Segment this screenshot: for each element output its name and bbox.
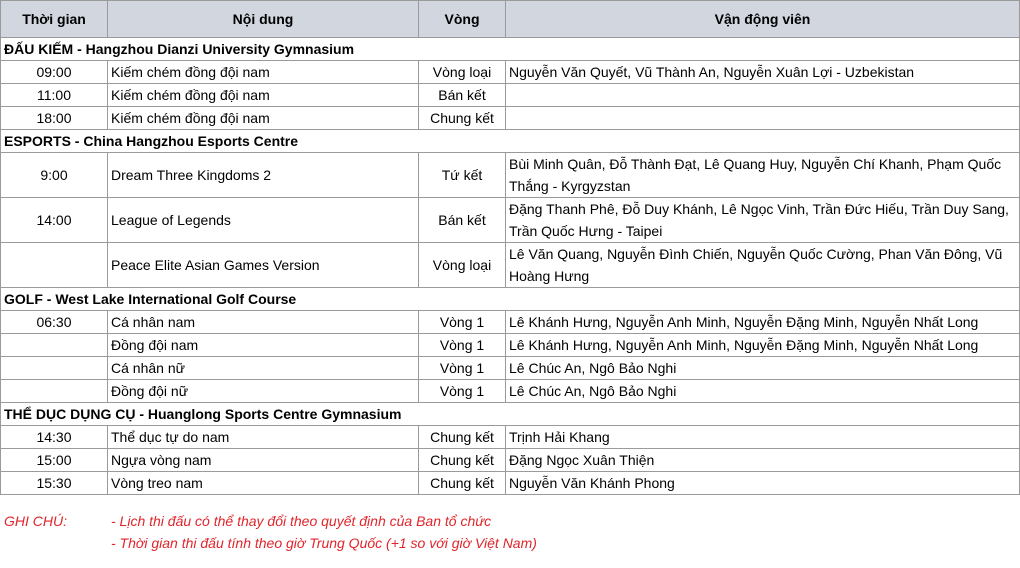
- header-round: Vòng: [419, 1, 506, 38]
- cell-time: 14:00: [1, 198, 108, 243]
- header-content: Nội dung: [108, 1, 419, 38]
- cell-time: [1, 357, 108, 380]
- sport-section-row: [1, 130, 1020, 153]
- cell-content: Kiếm chém đồng đội nam: [108, 61, 419, 84]
- table-row: [1, 153, 1020, 198]
- sport-section-title: ESPORTS - China Hangzhou Esports Centre: [1, 130, 1020, 153]
- cell-round: Chung kết: [419, 107, 506, 130]
- cell-round: Vòng 1: [419, 357, 506, 380]
- cell-round: Vòng 1: [419, 380, 506, 403]
- cell-time: 09:00: [1, 61, 108, 84]
- schedule-body: [1, 38, 1020, 495]
- sport-section-title: ĐẤU KIẾM - Hangzhou Dianzi University Gymnasium: [1, 38, 1020, 61]
- cell-round: Vòng 1: [419, 311, 506, 334]
- cell-time: 9:00: [1, 153, 108, 198]
- cell-round: Vòng loại: [419, 61, 506, 84]
- sport-section-row: [1, 38, 1020, 61]
- cell-time: [1, 334, 108, 357]
- cell-time: 11:00: [1, 84, 108, 107]
- cell-time: 06:30: [1, 311, 108, 334]
- cell-athletes: Lê Chúc An, Ngô Bảo Nghi: [506, 380, 1020, 403]
- cell-time: 15:00: [1, 449, 108, 472]
- table-row: [1, 243, 1020, 288]
- header-athletes: Vận động viên: [506, 1, 1020, 38]
- cell-content: Vòng treo nam: [108, 472, 419, 495]
- table-row: [1, 357, 1020, 380]
- cell-athletes: Lê Chúc An, Ngô Bảo Nghi: [506, 357, 1020, 380]
- note-line: - Thời gian thi đấu tính theo giờ Trung Quốc (+1 so với giờ Việt Nam): [111, 535, 537, 551]
- cell-time: 15:30: [1, 472, 108, 495]
- header-row: [1, 1, 1020, 38]
- cell-round: Tứ kết: [419, 153, 506, 198]
- cell-athletes: Đặng Ngọc Xuân Thiện: [506, 449, 1020, 472]
- cell-athletes: Lê Khánh Hưng, Nguyễn Anh Minh, Nguyễn Đặng Minh, Nguyễn Nhất Long: [506, 334, 1020, 357]
- cell-round: Chung kết: [419, 472, 506, 495]
- sport-section-title: GOLF - West Lake International Golf Course: [1, 288, 1020, 311]
- sport-section-row: [1, 403, 1020, 426]
- cell-round: Chung kết: [419, 426, 506, 449]
- cell-content: Ngựa vòng nam: [108, 449, 419, 472]
- cell-time: [1, 243, 108, 288]
- cell-content: Peace Elite Asian Games Version: [108, 243, 419, 288]
- cell-content: Đồng đội nam: [108, 334, 419, 357]
- cell-athletes: Lê Văn Quang, Nguyễn Đình Chiến, Nguyễn Quốc Cường, Phan Văn Đông, Vũ Hoàng Hưng: [506, 243, 1020, 288]
- cell-content: Đồng đội nữ: [108, 380, 419, 403]
- table-row: [1, 380, 1020, 403]
- cell-content: Kiếm chém đồng đội nam: [108, 107, 419, 130]
- cell-time: 18:00: [1, 107, 108, 130]
- cell-content: Cá nhân nữ: [108, 357, 419, 380]
- cell-round: Vòng loại: [419, 243, 506, 288]
- table-row: [1, 426, 1020, 449]
- cell-round: Vòng 1: [419, 334, 506, 357]
- table-row: [1, 84, 1020, 107]
- cell-athletes: Trịnh Hải Khang: [506, 426, 1020, 449]
- sport-section-row: [1, 288, 1020, 311]
- cell-athletes: Nguyễn Văn Quyết, Vũ Thành An, Nguyễn Xuân Lợi - Uzbekistan: [506, 61, 1020, 84]
- table-row: [1, 311, 1020, 334]
- table-row: [1, 107, 1020, 130]
- cell-content: League of Legends: [108, 198, 419, 243]
- note-label: GHI CHÚ:: [4, 513, 67, 529]
- cell-content: Kiếm chém đồng đội nam: [108, 84, 419, 107]
- sport-section-title: THỂ DỤC DỤNG CỤ - Huanglong Sports Centre Gymnasium: [1, 403, 1020, 426]
- header-time: Thời gian: [1, 1, 108, 38]
- cell-athletes: [506, 107, 1020, 130]
- cell-athletes: Bùi Minh Quân, Đỗ Thành Đạt, Lê Quang Huy, Nguyễn Chí Khanh, Phạm Quốc Thắng - Kyrgyzstan: [506, 153, 1020, 198]
- note-line: - Lịch thi đấu có thể thay đổi theo quyết định của Ban tổ chức: [111, 513, 492, 529]
- table-row: [1, 198, 1020, 243]
- note-block: [0, 510, 1020, 554]
- cell-athletes: Lê Khánh Hưng, Nguyễn Anh Minh, Nguyễn Đặng Minh, Nguyễn Nhất Long: [506, 311, 1020, 334]
- cell-content: Dream Three Kingdoms 2: [108, 153, 419, 198]
- table-row: [1, 334, 1020, 357]
- cell-athletes: Đặng Thanh Phê, Đỗ Duy Khánh, Lê Ngọc Vinh, Trần Đức Hiếu, Trần Duy Sang, Trần Quốc Hưng - Taipei: [506, 198, 1020, 243]
- cell-round: Bán kết: [419, 198, 506, 243]
- cell-athletes: [506, 84, 1020, 107]
- cell-athletes: Nguyễn Văn Khánh Phong: [506, 472, 1020, 495]
- cell-content: Cá nhân nam: [108, 311, 419, 334]
- cell-time: [1, 380, 108, 403]
- table-row: [1, 449, 1020, 472]
- table-row: [1, 61, 1020, 84]
- cell-time: 14:30: [1, 426, 108, 449]
- table-row: [1, 472, 1020, 495]
- cell-round: Chung kết: [419, 449, 506, 472]
- cell-round: Bán kết: [419, 84, 506, 107]
- cell-content: Thể dục tự do nam: [108, 426, 419, 449]
